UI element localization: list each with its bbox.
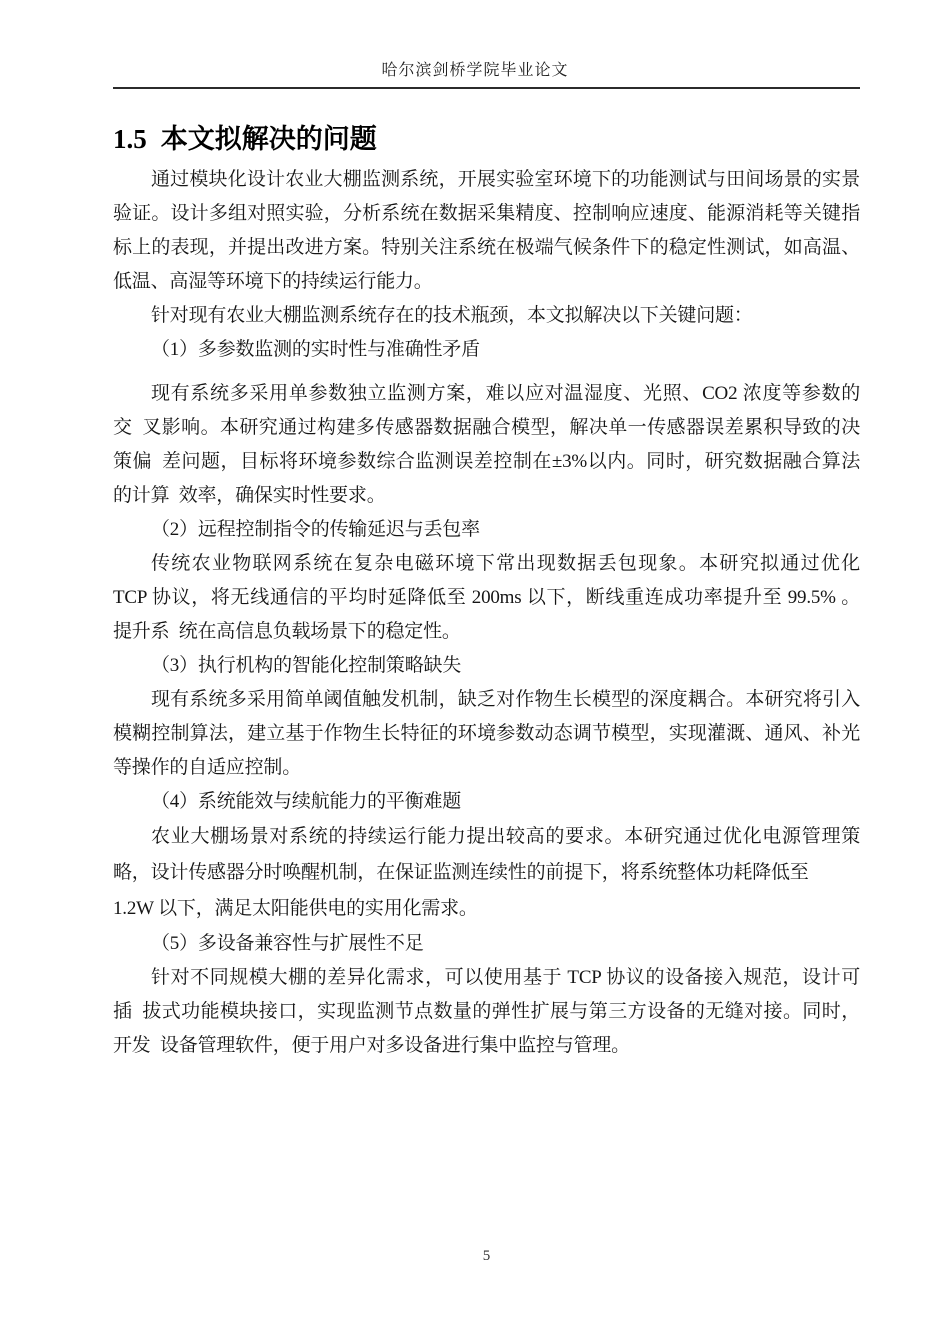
page-header-title: 哈尔滨剑桥学院毕业论文 — [381, 62, 569, 79]
text-line: 标上的表现，并提出改进方案。特别关注系统在极端气候条件下的稳定性测试，如高温、 — [113, 237, 860, 258]
text-line: 等操作的自适应控制。 — [113, 757, 302, 778]
text-line: 略，设计传感器分时唤醒机制，在保证监测连续性的前提下，将系统整体功耗降低至 — [113, 862, 809, 883]
text-line: 提升系 统在高信息负载场景下的稳定性。 — [113, 621, 461, 642]
section-title-text: 本文拟解决的问题 — [160, 124, 377, 154]
document-body — [113, 163, 860, 1063]
section-title — [113, 121, 377, 157]
list-item-heading: （3）执行机构的智能化控制策略缺失 — [151, 655, 462, 676]
page-number: 5 — [482, 1248, 491, 1264]
list-item-heading: （2）远程控制指令的传输延迟与丢包率 — [151, 519, 480, 540]
header-rule — [113, 87, 860, 89]
text-line: 现有系统多采用单参数独立监测方案，难以应对温湿度、光照、CO2 浓度等参数的 — [151, 383, 860, 404]
text-line: 低温、高湿等环境下的持续运行能力。 — [113, 271, 433, 292]
text-line: 模糊控制算法，建立基于作物生长特征的环境参数动态调节模型，实现灌溉、通风、补光 — [113, 723, 860, 744]
text-line: 针对不同规模大棚的差异化需求，可以使用基于 TCP 协议的设备接入规范，设计可 — [151, 967, 860, 988]
list-item-heading: （4）系统能效与续航能力的平衡难题 — [151, 791, 462, 812]
text-line: 开发 设备管理软件，便于用户对多设备进行集中监控与管理。 — [113, 1035, 630, 1056]
text-line: 交 叉影响。本研究通过构建多传感器数据融合模型，解决单一传感器误差累积导致的决 — [113, 417, 860, 438]
text-line: 1.2W 以下，满足太阳能供电的实用化需求。 — [113, 898, 478, 919]
text-line: 通过模块化设计农业大棚监测系统，开展实验室环境下的功能测试与田间场景的实景 — [151, 169, 860, 190]
list-item-heading: （1）多参数监测的实时性与准确性矛盾 — [151, 339, 480, 360]
text-line: 针对现有农业大棚监测系统存在的技术瓶颈，本文拟解决以下关键问题： — [151, 305, 753, 326]
list-item-heading: （5）多设备兼容性与扩展性不足 — [151, 933, 424, 954]
text-line: 农业大棚场景对系统的持续运行能力提出较高的要求。本研究通过优化电源管理策 — [151, 826, 860, 847]
text-line: TCP 协议，将无线通信的平均时延降低至 200ms 以下，断线重连成功率提升至 99.5% 。 — [113, 587, 860, 608]
text-line: 的计算 效率，确保实时性要求。 — [113, 485, 386, 506]
text-line: 验证。设计多组对照实验，分析系统在数据采集精度、控制响应速度、能源消耗等关键指 — [113, 203, 860, 224]
text-line: 策偏 差问题，目标将环境参数综合监测误差控制在±3%以内。同时，研究数据融合算法 — [113, 451, 860, 472]
section-number: 1.5 — [113, 124, 147, 154]
text-line: 插 拔式功能模块接口，实现监测节点数量的弹性扩展与第三方设备的无缝对接。同时， — [113, 1001, 860, 1022]
text-line: 现有系统多采用简单阈值触发机制，缺乏对作物生长模型的深度耦合。本研究将引入 — [151, 689, 860, 710]
text-line: 传统农业物联网系统在复杂电磁环境下常出现数据丢包现象。本研究拟通过优化 — [151, 553, 860, 574]
